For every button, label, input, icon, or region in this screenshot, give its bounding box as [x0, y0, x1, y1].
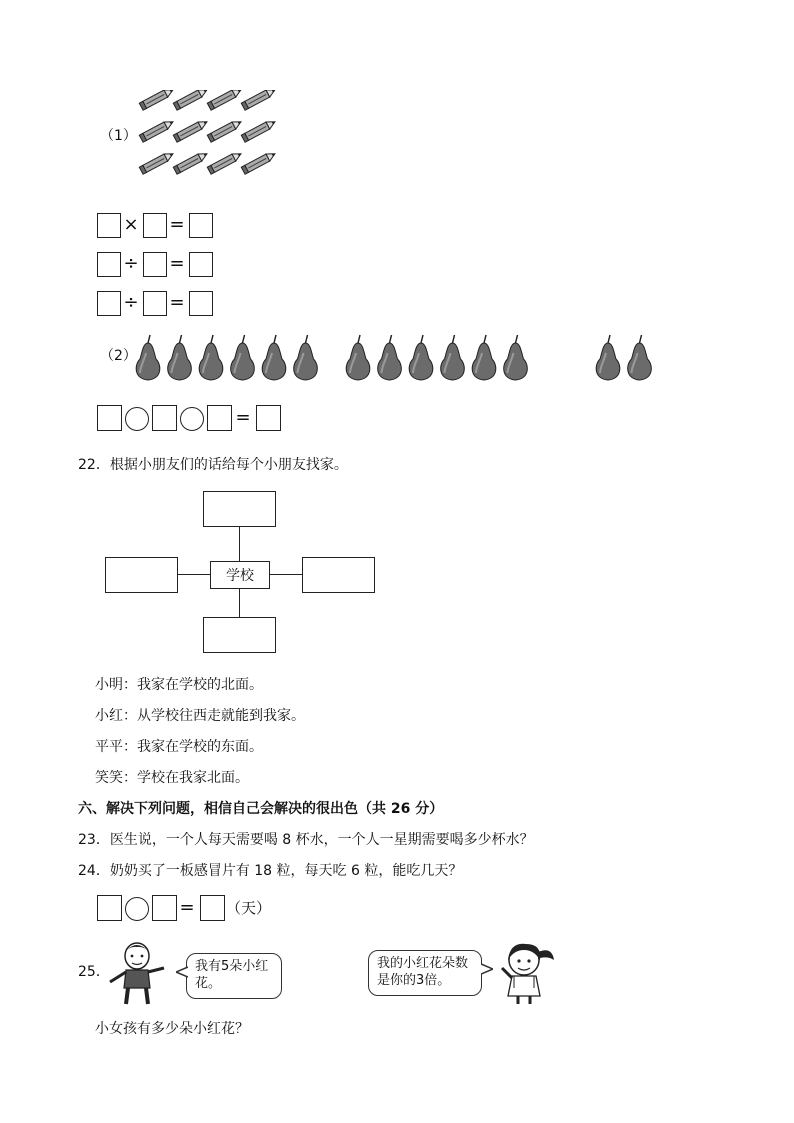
pencil-grid-image [132, 90, 282, 188]
answer-box[interactable] [189, 213, 213, 238]
q25-question: 小女孩有多少朵小红花？ [95, 1021, 249, 1037]
statement-xiaoxiao: 笑笑：学校在我家北面。 [95, 770, 249, 786]
pencil-icon [241, 90, 277, 110]
boy-speech-bubble [186, 953, 282, 999]
boy-speech-text: 我有5朵小红花。 [195, 959, 269, 991]
pencil-icon [173, 150, 209, 174]
operator-sign: × [123, 214, 139, 235]
pear-icon [504, 335, 528, 380]
answer-box[interactable] [207, 405, 232, 431]
west-box[interactable] [105, 557, 178, 593]
pear-icon [441, 335, 465, 380]
pear-icon [628, 335, 652, 380]
girl-illustration [494, 938, 560, 1006]
pencil-icon [173, 90, 209, 110]
statement-pingping: 平平：我家在学校的东面。 [95, 739, 263, 755]
east-box[interactable] [302, 557, 375, 593]
pears-image [130, 333, 670, 383]
q24-text: 24．奶奶买了一板感冒片有 18 粒，每天吃 6 粒，能吃几天？ [78, 863, 463, 879]
equals-sign: = [169, 253, 185, 274]
statement-xiaohong: 小红：从学校往西走就能到我家。 [95, 708, 305, 724]
answer-box[interactable] [152, 405, 177, 431]
pear-icon [409, 335, 433, 380]
answer-box[interactable] [143, 291, 167, 316]
answer-box[interactable] [189, 252, 213, 277]
school-box [210, 561, 270, 589]
pencil-icon [207, 118, 243, 142]
pear-icon [199, 335, 223, 380]
connector-east [270, 574, 302, 575]
pencil-icon [241, 150, 277, 174]
connector-north [239, 527, 240, 561]
pear-icon [294, 335, 318, 380]
south-box[interactable] [203, 617, 276, 653]
answer-box[interactable] [189, 291, 213, 316]
pencil-icon [173, 118, 209, 142]
operator-sign: ÷ [123, 292, 139, 313]
answer-box[interactable] [97, 895, 122, 921]
pear-icon [136, 335, 160, 380]
answer-box[interactable] [143, 252, 167, 277]
answer-box[interactable] [143, 213, 167, 238]
answer-box[interactable] [97, 252, 121, 277]
pencil-icon [139, 90, 175, 110]
statement-xiaoming: 小明：我家在学校的北面。 [95, 677, 263, 693]
school-label: 学校 [226, 568, 254, 584]
pencil-icon [207, 150, 243, 174]
girl-bubble-tail [481, 963, 493, 975]
operator-circle[interactable] [125, 407, 149, 431]
part2-label: （2） [100, 348, 137, 364]
answer-box[interactable] [200, 895, 225, 921]
answer-box[interactable] [97, 213, 121, 238]
answer-box[interactable] [97, 291, 121, 316]
pencil-icon [241, 118, 277, 142]
pencil-icon [139, 150, 175, 174]
north-box[interactable] [203, 491, 276, 527]
equals-sign: = [235, 407, 251, 428]
answer-box[interactable] [256, 405, 281, 431]
q25-number: 25． [78, 964, 110, 980]
equals-sign: = [169, 292, 185, 313]
equals-sign: = [179, 897, 195, 918]
pencil-icon [139, 118, 175, 142]
pencil-icon [207, 90, 243, 110]
part1-label: （1） [100, 128, 137, 144]
answer-box[interactable] [97, 405, 122, 431]
boy-bubble-tail [176, 966, 188, 978]
answer-box[interactable] [152, 895, 177, 921]
connector-west [178, 574, 210, 575]
section-heading: 六、解决下列问题，相信自己会解决的很出色（共 26 分） [78, 801, 444, 817]
pear-icon [262, 335, 286, 380]
q22-title: 22．根据小朋友们的话给每个小朋友找家。 [78, 457, 348, 473]
unit-days: （天） [226, 899, 272, 917]
operator-sign: ÷ [123, 253, 139, 274]
girl-speech-text: 我的小红花朵数是你的3倍。 [377, 956, 469, 988]
operator-circle[interactable] [125, 897, 149, 921]
q23-text: 23．医生说，一个人每天需要喝 8 杯水，一个人一星期需要喝多少杯水？ [78, 832, 534, 848]
girl-speech-bubble [368, 950, 482, 996]
boy-illustration [104, 938, 170, 1006]
pear-icon [168, 335, 192, 380]
operator-circle[interactable] [180, 407, 204, 431]
equals-sign: = [169, 214, 185, 235]
pear-icon [378, 335, 402, 380]
pear-icon [472, 335, 496, 380]
connector-south [239, 589, 240, 617]
pear-icon [231, 335, 255, 380]
pear-icon [346, 335, 370, 380]
pear-icon [596, 335, 620, 380]
